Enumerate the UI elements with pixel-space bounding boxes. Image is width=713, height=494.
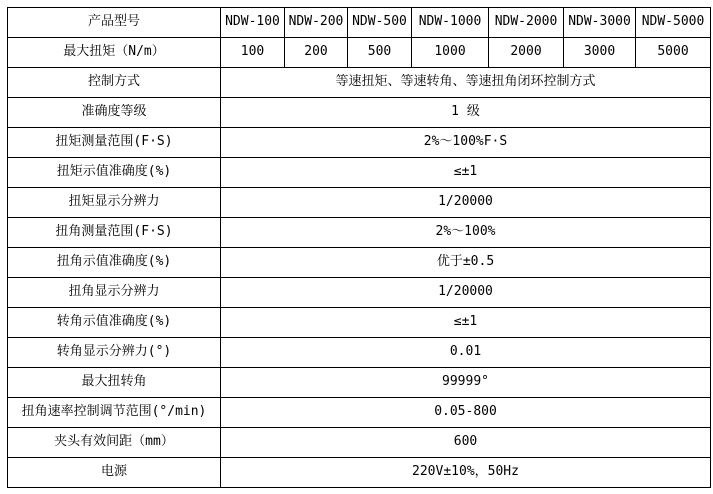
value-cell: 优于±0.5: [221, 248, 711, 278]
row-label: 最大扭转角: [8, 368, 221, 398]
table-row-twist-rate-range: [8, 398, 711, 428]
torque-cell: 2000: [489, 38, 564, 68]
row-label: 扭角示值准确度(%): [8, 248, 221, 278]
model-cell: NDW-2000: [489, 8, 564, 38]
table-row-control-mode: [8, 68, 711, 98]
row-label: 扭角速率控制调节范围(°/min): [8, 398, 221, 428]
value-cell: 220V±10%，50Hz: [221, 458, 711, 488]
row-label: 转角显示分辨力(°): [8, 338, 221, 368]
table-row-chuck-distance: [8, 428, 711, 458]
product-spec-table: [7, 7, 711, 488]
torque-cell: 1000: [412, 38, 489, 68]
table-row-torque-range: [8, 128, 711, 158]
value-cell: 1/20000: [221, 188, 711, 218]
table-row-power-supply: [8, 458, 711, 488]
value-cell: 0.01: [221, 338, 711, 368]
value-cell: 600: [221, 428, 711, 458]
torque-cell: 500: [348, 38, 412, 68]
model-cell: NDW-200: [285, 8, 348, 38]
value-cell: 2%～100%: [221, 218, 711, 248]
row-label: 扭角测量范围(F·S): [8, 218, 221, 248]
row-label: 夹头有效间距（mm）: [8, 428, 221, 458]
table-row-angle-accuracy: [8, 308, 711, 338]
model-cell: NDW-1000: [412, 8, 489, 38]
row-label-model: 产品型号: [8, 8, 221, 38]
table-row-angle-resolution: [8, 338, 711, 368]
table-row-accuracy-class: [8, 98, 711, 128]
model-cell: NDW-5000: [636, 8, 711, 38]
torque-cell: 5000: [636, 38, 711, 68]
torque-cell: 200: [285, 38, 348, 68]
table-row-max-torque: [8, 38, 711, 68]
row-label: 扭角显示分辨力: [8, 278, 221, 308]
table-row-model: [8, 8, 711, 38]
row-label: 转角示值准确度(%): [8, 308, 221, 338]
value-cell: 99999°: [221, 368, 711, 398]
value-cell: 等速扭矩、等速转角、等速扭角闭环控制方式: [221, 68, 711, 98]
value-cell: ≤±1: [221, 308, 711, 338]
row-label: 扭矩显示分辨力: [8, 188, 221, 218]
value-cell: 0.05-800: [221, 398, 711, 428]
torque-cell: 100: [221, 38, 285, 68]
table-row-twist-accuracy: [8, 248, 711, 278]
table-row-twist-range: [8, 218, 711, 248]
row-label: 扭矩示值准确度(%): [8, 158, 221, 188]
model-cell: NDW-500: [348, 8, 412, 38]
table-row-torque-accuracy: [8, 158, 711, 188]
model-cell: NDW-100: [221, 8, 285, 38]
row-label: 准确度等级: [8, 98, 221, 128]
row-label: 扭矩测量范围(F·S): [8, 128, 221, 158]
value-cell: 1/20000: [221, 278, 711, 308]
table-row-twist-resolution: [8, 278, 711, 308]
value-cell: 1 级: [221, 98, 711, 128]
value-cell: ≤±1: [221, 158, 711, 188]
table-row-max-twist-angle: [8, 368, 711, 398]
row-label: 电源: [8, 458, 221, 488]
torque-cell: 3000: [564, 38, 636, 68]
value-cell: 2%～100%F·S: [221, 128, 711, 158]
row-label-max-torque: 最大扭矩（N/m）: [8, 38, 221, 68]
model-cell: NDW-3000: [564, 8, 636, 38]
row-label: 控制方式: [8, 68, 221, 98]
table-row-torque-resolution: [8, 188, 711, 218]
